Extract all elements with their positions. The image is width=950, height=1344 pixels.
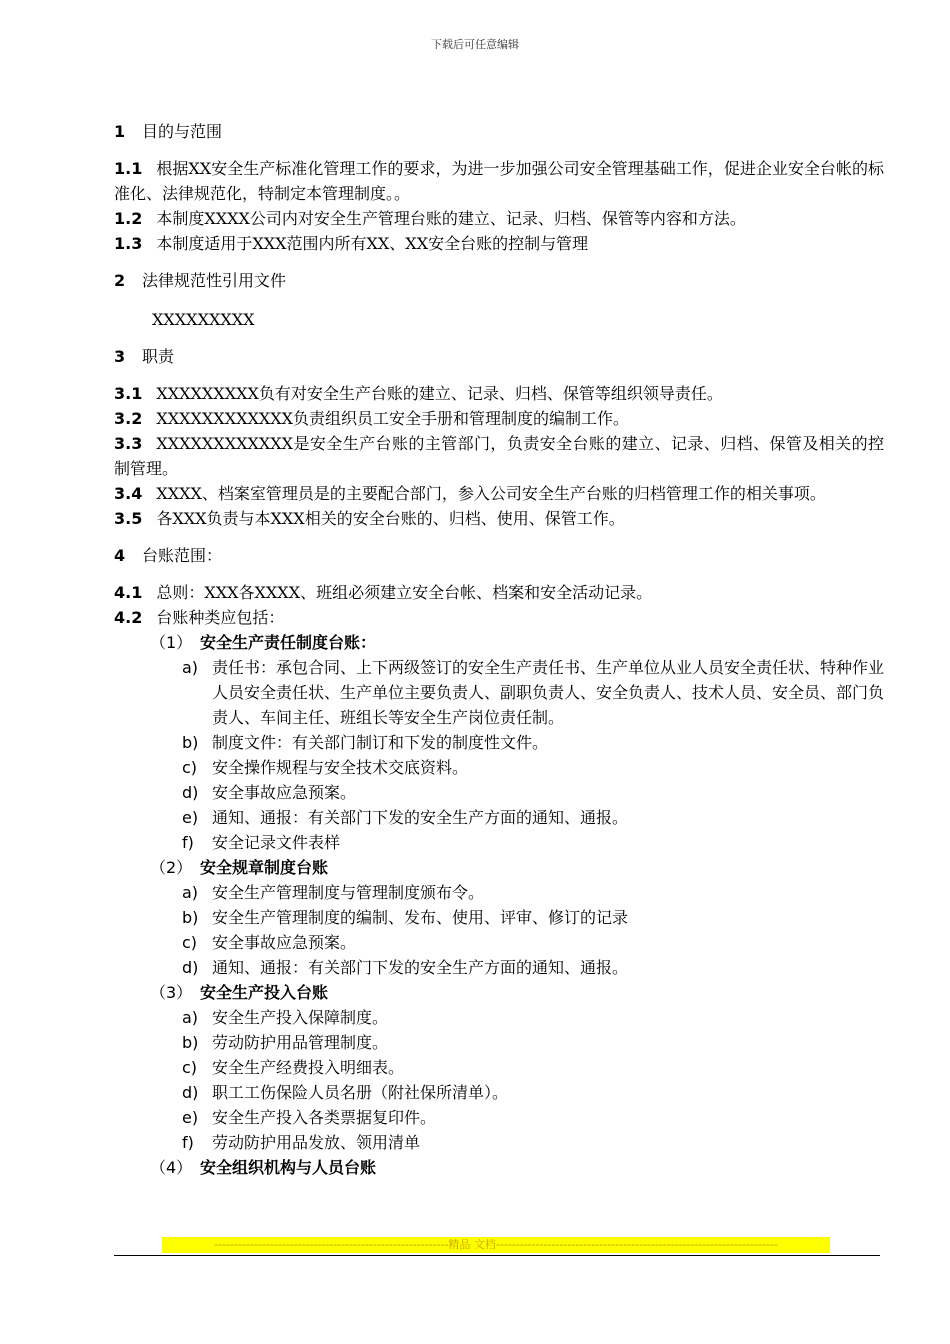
ledger-item: c) 安全生产经费投入明细表。 — [182, 1058, 405, 1077]
ledger-groups — [114, 630, 884, 1180]
ledger-item: e) 通知、通报：有关部门下发的安全生产方面的通知、通报。 — [182, 808, 629, 827]
document-body — [114, 119, 884, 1180]
ledger-item: b) 劳动防护用品管理制度。 — [182, 1033, 389, 1052]
ledger-item: c) 安全操作规程与安全技术交底资料。 — [182, 758, 469, 777]
clause-3-5: 3.5 各XXX负责与本XXX相关的安全台账的、归档、使用、保管工作。 — [114, 509, 625, 528]
page-header: 下载后可任意编辑 — [431, 38, 519, 51]
ledger-item: d) 通知、通报：有关部门下发的安全生产方面的通知、通报。 — [182, 958, 629, 977]
ledger-group-title: （4） 安全组织机构与人员台账 — [150, 1158, 377, 1177]
clause-3-2: 3.2 XXXXXXXXXXXX负责组织员工安全手册和管理制度的编制工作。 — [114, 409, 630, 428]
ledger-item: b) 安全生产管理制度的编制、发布、使用、评审、修订的记录 — [182, 908, 629, 927]
ledger-item: f) 安全记录文件表样 — [182, 833, 341, 852]
section-heading-1: 1 目的与范围 — [114, 122, 223, 141]
section-heading-2: 2 法律规范性引用文件 — [114, 271, 287, 290]
clause-1-2: 1.2 本制度XXXX公司内对安全生产管理台账的建立、记录、归档、保管等内容和方法。 — [114, 209, 746, 228]
ledger-item: e) 安全生产投入各类票据复印件。 — [182, 1108, 437, 1127]
clause-1-3: 1.3 本制度适用于XXX范围内所有XX、XX安全台账的控制与管理 — [114, 234, 589, 253]
clause-3-4: 3.4 XXXX、档案室管理员是的主要配合部门，参入公司安全生产台账的归档管理工作的相关事项。 — [114, 484, 826, 503]
ledger-item: c) 安全事故应急预案。 — [182, 933, 357, 952]
clause-4-1: 4.1 总则：XXX各XXXX、班组必须建立安全台帐、档案和安全活动记录。 — [114, 583, 653, 602]
clause-1-1: 1.1 根据XX安全生产标准化管理工作的要求，为进一步加强公司安全管理基础工作，促进企业安全台帐的标准化、法律规范化，特制定本管理制度。。 — [114, 159, 884, 203]
clause-3-3: 3.3 XXXXXXXXXXXX是安全生产台账的主管部门，负责安全台账的建立、记录、归档、保管及相关的控制管理。 — [114, 434, 884, 478]
ledger-item: d) 安全事故应急预案。 — [182, 783, 357, 802]
section-heading-4: 4 台账范围： — [114, 546, 223, 565]
ledger-item: d) 职工工伤保险人员名册（附社保所清单）。 — [182, 1083, 509, 1102]
ledger-group-title: （3） 安全生产投入台账 — [150, 983, 329, 1002]
section-heading-3: 3 职责 — [114, 347, 175, 366]
ledger-group-title: （2） 安全规章制度台账 — [150, 858, 329, 877]
footer-banner: -----------------------------------------------------------精品 文档----------------------------------------------------------------------- — [162, 1237, 830, 1253]
ledger-item: a) 安全生产投入保障制度。 — [182, 1008, 389, 1027]
clause-4-2: 4.2 台账种类应包括： — [114, 608, 285, 627]
references-text: XXXXXXXXX — [152, 310, 255, 329]
ledger-item: a) 安全生产管理制度与管理制度颁布令。 — [182, 883, 485, 902]
footer-divider — [114, 1255, 880, 1256]
clause-3-1: 3.1 XXXXXXXXX负有对安全生产台账的建立、记录、归档、保管等组织领导责任。 — [114, 384, 723, 403]
ledger-item: a) 责任书：承包合同、上下两级签订的安全生产责任书、生产单位从业人员安全责任状、特种作业人员安全责任状、生产单位主要负责人、副职负责人、安全负责人、技术人员、安全员、部门负责人、车间主任、班组长等安全生产岗位责任制。 — [182, 658, 885, 727]
ledger-item: f) 劳动防护用品发放、领用清单 — [182, 1133, 421, 1152]
ledger-item: b) 制度文件：有关部门制订和下发的制度性文件。 — [182, 733, 549, 752]
ledger-group-title: （1） 安全生产责任制度台账： — [150, 633, 377, 652]
